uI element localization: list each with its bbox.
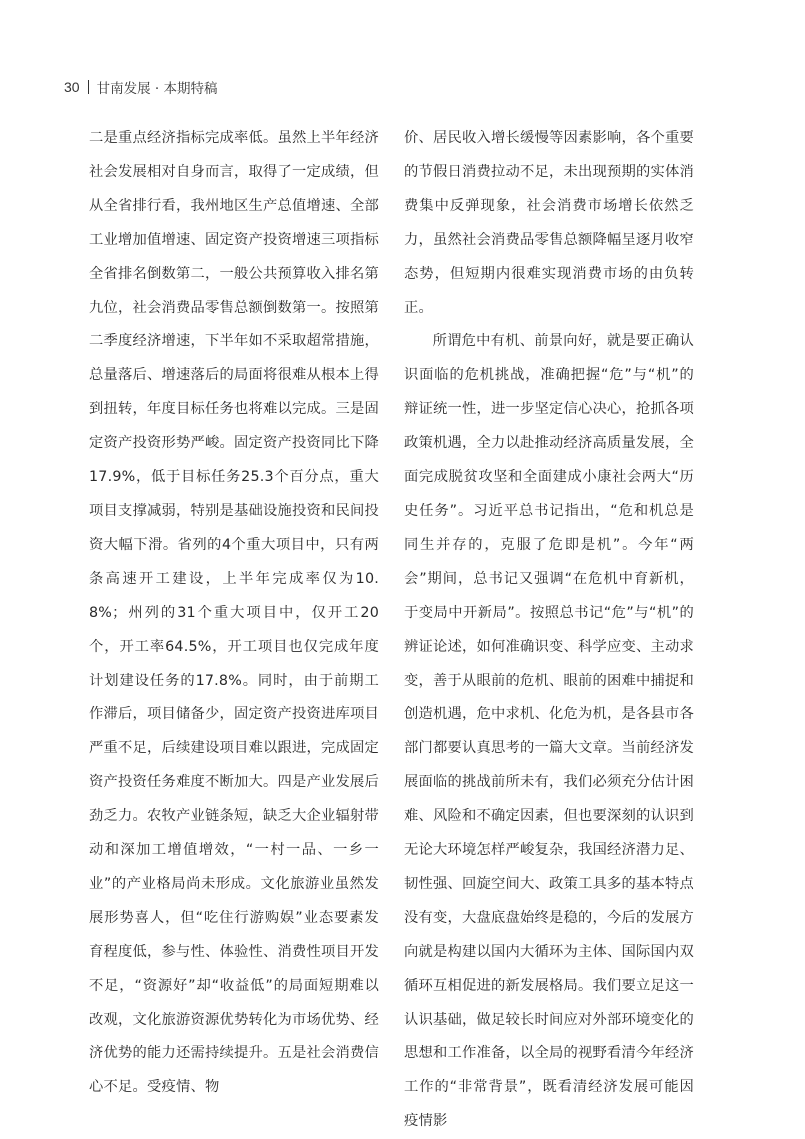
paragraph: 二是重点经济指标完成率低。虽然上半年经济社会发展相对自身而言，取得了一定成绩，但从全省排行看，我州地区生产总值增速、全部工业增加值增速、固定资产投资增速三项指标全省排名倒数第二，一般公共预算收入排名第九位，社会消费品零售总额倒数第一。按照第二季度经济增速，下半年如不采取超常措施，总量落后、增速落后的局面将很难从根本上得到扭转，年度目标任务也将难以完成。三是固定资产投资形势严峻。固定资产投资同比下降17.9%，低于目标任务25.3个百分点，重大项目支撑减弱，特别是基础设施投资和民间投资大幅下滑。省列的4个重大项目中，只有两条高速开工建设，上半年完成率仅为10.8%；州列的31个重大项目中，仅开工20个，开工率64.5%，开工项目也仅完成年度计划建设任务的17.8%。同时，由于前期工作滞后，项目储备少，固定资产投资进库项目严重不足，后续建设项目难以跟进，完成固定资产投资任务难度不断加大。四是产业发展后劲乏力。农牧产业链条短，缺乏大企业辐射带动和深加工增值增效，“一村一品、一乡一业”的产业格局尚未形成。文化旅游业虽然发展形势喜人，但“吃住行游购娱”业态要素发育程度低，参与性、体验性、消费性项目开发不足，“资源好”却“收益低”的局面短期难以改观，文化旅游资源优势转化为市场优势、经济优势的能力还需持续提升。五是社会消费信心不足。受疫情、物 [89, 130, 379, 1096]
left-column [89, 122, 379, 1105]
page-header [64, 76, 217, 98]
paragraph: 所谓危中有机、前景向好，就是要正确认识面临的危机挑战，准确把握“危”与“机”的辩证统一性，进一步坚定信心决心，抢抓各项政策机遇，全力以赴推动经济高质量发展，全面完成脱贫攻坚和全面建成小康社会两大“历史任务”。习近平总书记指出，“危和机总是同生并存的，克服了危即是机”。今年“两会”期间，总书记又强调“在危机中育新机，于变局中开新局”。按照总书记“危”与“机”的辨证论述，如何准确识变、科学应变、主动求变，善于从眼前的危机、眼前的困难中捕捉和创造机遇，危中求机、化危为机，是各县市各部门都要认真思考的一篇大文章。当前经济发展面临的挑战前所未有，我们必须充分估计困难、风险和不确定因素，但也要深刻的认识到无论大环境怎样严峻复杂，我国经济潜力足、韧性强、回旋空间大、政策工具多的基本特点没有变，大盘底盘始终是稳的，今后的发展方向就是构建以国内大循环为主体、国际国内双循环互相促进的新发展格局。我们要立足这一认识基础，做足较长时间应对外部环境变化的思想和工作准备，以全局的视野看清今年经济工作的“非常背景”，既看清经济发展可能因疫情影 [404, 333, 694, 1130]
paragraph: 价、居民收入增长缓慢等因素影响，各个重要的节假日消费拉动不足，未出现预期的实体消费集中反弹现象，社会消费市场增长依然乏力，虽然社会消费品零售总额降幅呈逐月收窄态势，但短期内很难实现消费市场的由负转正。 [404, 130, 694, 316]
section-title: 甘南发展 · 本期特稿 [96, 81, 218, 97]
right-column [404, 122, 694, 1139]
page-number: 30 [64, 79, 80, 95]
header-divider [88, 80, 89, 94]
